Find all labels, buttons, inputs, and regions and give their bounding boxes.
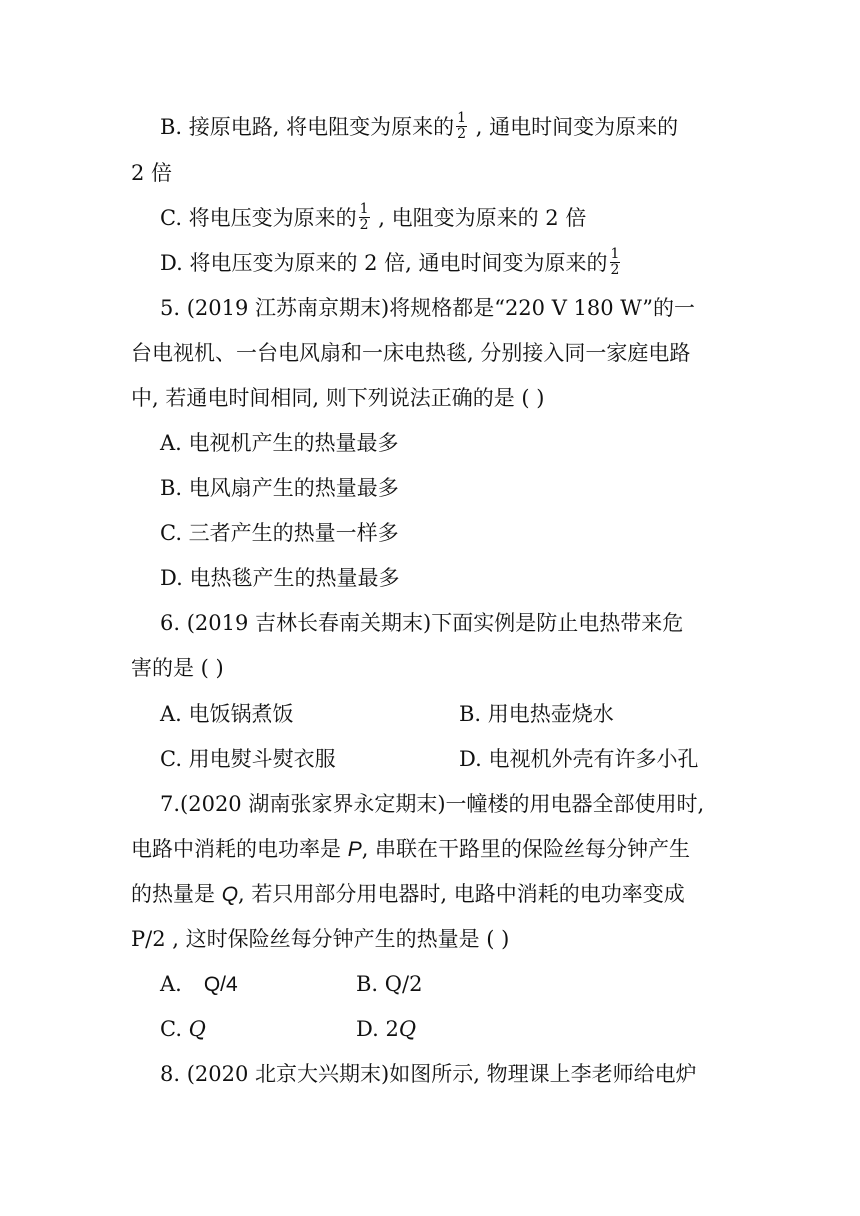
q5-option-c: C. 三者产生的热量一样多 [160,521,399,545]
q4-option-c-text-2: , 电阻变为原来的 2 倍 [371,206,587,230]
power-symbol: P [347,838,362,861]
q7-option-c: C. Q [160,1017,206,1041]
q5-stem-line2: 台电视机、一台电风扇和一床电热毯, 分别接入同一家庭电路 [131,341,691,365]
q7-option-a-value: Q/4 [203,973,238,996]
q8-stem-line1: 8. (2020 北京大兴期末)如图所示, 物理课上李老师给电炉 [160,1062,697,1086]
q5-stem-line3: 中, 若通电时间相同, 则下列说法正确的是 ( ) [131,386,545,410]
q4-option-d [160,248,622,280]
q4-option-b [160,112,678,144]
q6-option-b: B. 用电热壶烧水 [459,702,614,726]
q5-stem-line1: 5. (2019 江苏南京期末)将规格都是“220 V 180 W”的一 [160,296,696,320]
q4-option-b-cont: 2 倍 [131,161,173,185]
q5-option-a: A. 电视机产生的热量最多 [160,431,399,455]
q4-option-b-text: B. 接原电路, 将电阻变为原来的 [160,115,455,139]
q7-stem-line4: P/2 , 这时保险丝每分钟产生的热量是 ( ) [131,927,510,951]
fraction-one-half: $\frac{1}{2}$ [359,201,369,233]
q6-option-c: C. 用电熨斗熨衣服 [160,747,336,771]
q5-option-b: B. 电风扇产生的热量最多 [160,476,399,500]
q4-option-c [160,203,586,235]
q7-stem-line2: 电路中消耗的电功率是 P, 串联在干路里的保险丝每分钟产生 [131,837,691,861]
q7-option-b: B. Q/2 [356,972,423,996]
q6-stem-line2: 害的是 ( ) [131,656,224,680]
q5-option-d: D. 电热毯产生的热量最多 [160,566,400,590]
fraction-one-half: $\frac{1}{2}$ [610,246,620,278]
q4-option-b-text-2: , 通电时间变为原来的 [469,115,679,139]
q4-option-c-text: C. 将电压变为原来的 [160,206,357,230]
q7-option-a: A. Q/4 [160,972,238,996]
q7-stem-line1: 7.(2020 湖南张家界永定期末)一幢楼的用电器全部使用时, [160,792,705,816]
q4-option-d-text: D. 将电压变为原来的 2 倍, 通电时间变为原来的 [160,251,608,275]
q6-option-a: A. 电饭锅煮饭 [160,702,294,726]
q6-option-d: D. 电视机外壳有许多小孔 [459,747,699,771]
q7-option-d: D. 2Q [356,1017,417,1041]
q6-stem-line1: 6. (2019 吉林长春南关期末)下面实例是防止电热带来危 [160,611,684,635]
fraction-one-half: $\frac{1}{2}$ [457,110,467,142]
heat-symbol: Q [221,883,239,906]
q7-stem-line3: 的热量是 Q, 若只用部分用电器时, 电路中消耗的电功率变成 [131,882,685,906]
